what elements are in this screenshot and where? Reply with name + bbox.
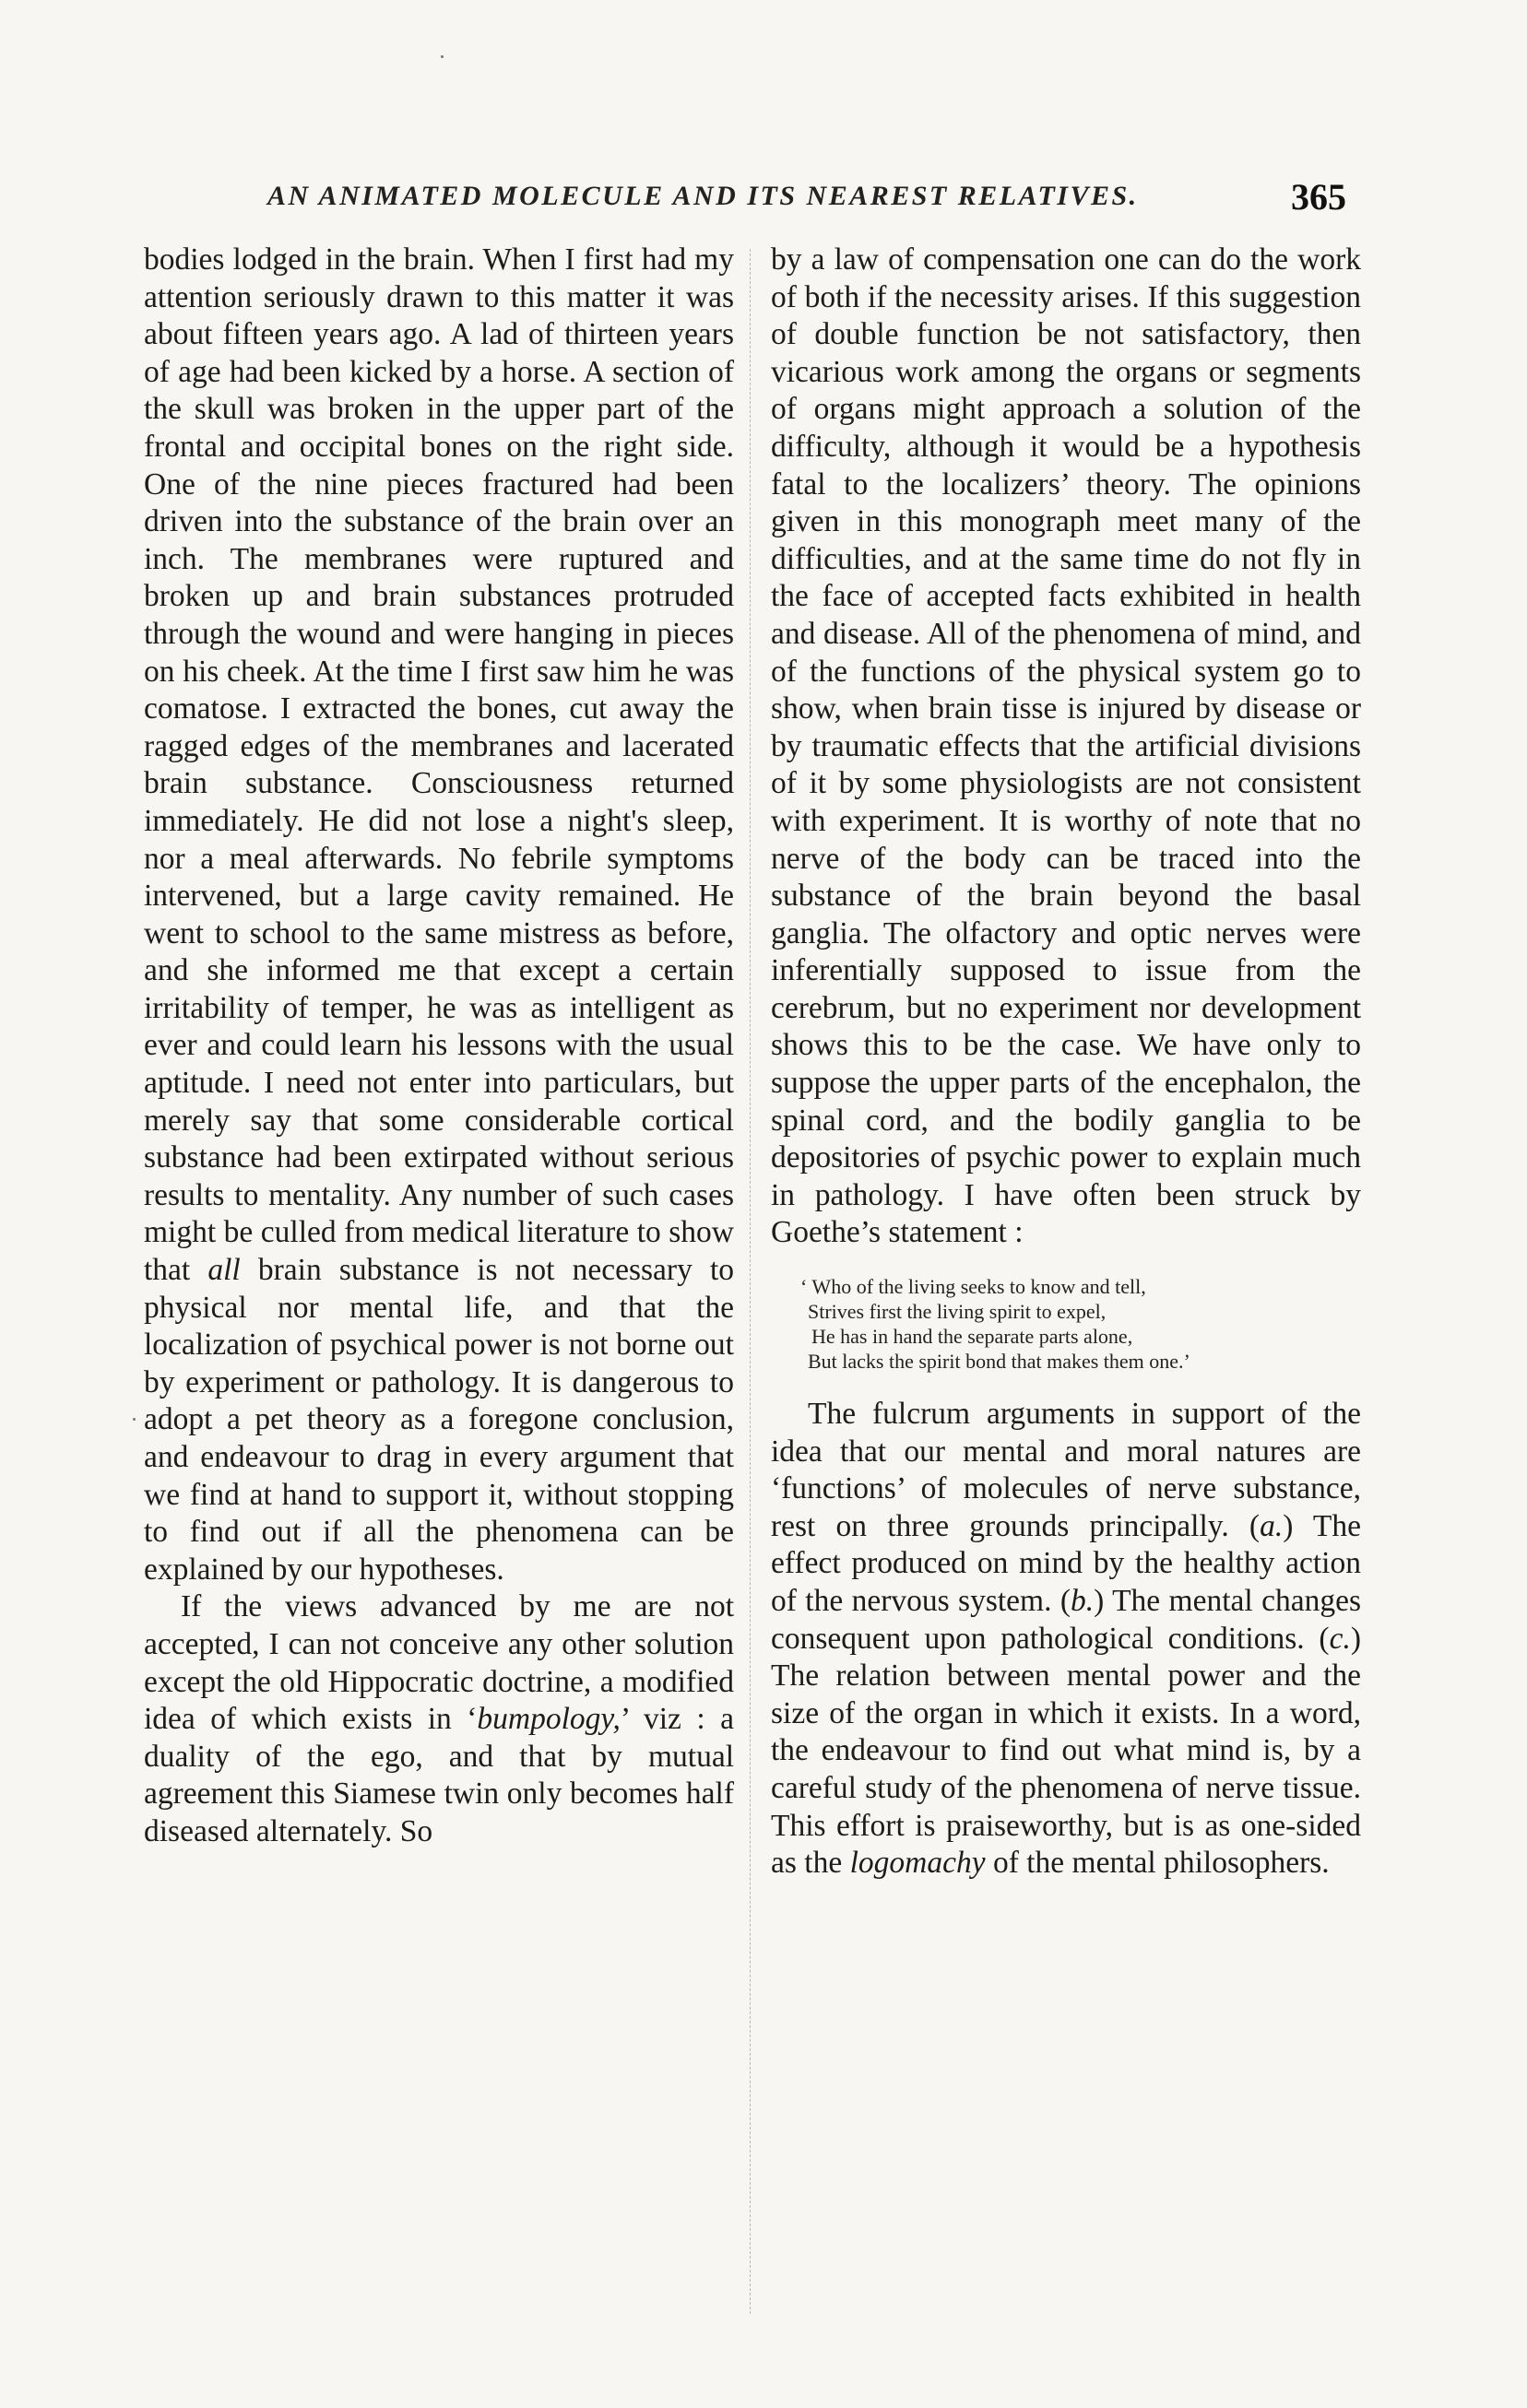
right-p2-c: c. (1329, 1621, 1351, 1656)
quote-line-4: But lacks the spirit bond that makes them one.’ (808, 1350, 1190, 1374)
quote-line-2: Strives first the living spirit to expel, (808, 1300, 1107, 1324)
right-p2-text-3: ) The mental changes consequent upon pathological conditions. ( (771, 1584, 1362, 1656)
scan-speck (133, 1418, 136, 1421)
right-p2-text: The fulcrum arguments in support of the idea that our mental and moral natures are ‘functions’ of molecules of nerve substance, rest on three grounds principally. ( (771, 1397, 1361, 1543)
running-head: AN ANIMATED MOLECULE AND ITS NEAREST RELATIVES. (267, 181, 1139, 211)
right-p2-a: a. (1260, 1508, 1284, 1543)
left-p1-italic: all (207, 1253, 241, 1288)
right-p2-text-5: of the mental philosophers. (985, 1846, 1330, 1881)
left-p1-text-2: brain substance is not necessary to physical nor mental life, and that the localization of psychical power is not borne out by experiment or pathology. It is dangerous to adopt a pet theory as a foregone conclusion, and endeavour to drag in every argument that we find at hand to support it, without stopping to find out if all the phenomena can be explained by our hypotheses. (144, 1253, 735, 1587)
column-divider (750, 249, 751, 2314)
left-paragraph-1 (144, 242, 734, 1588)
left-column (144, 242, 734, 1851)
left-p1-text: bodies lodged in the brain. When I first had my attention seriously drawn to this matter it was about fifteen years ago. A lad of thirteen years of age had been kicked by a horse. A section of the skull was broken in the upper part of the frontal and occipital bones on the right side. One of the nine pieces fractured had been driven into the substance of the brain over an inch. The membranes were ruptured and broken up and brain substances protruded through the wound and were hanging in pieces on his cheek. At the time I first saw him he was comatose. I extracted the bones, cut away the ragged edges of the membranes and lacerated brain substance. Consciousness returned immediately. He did not lose a night's sleep, nor a meal afterwards. No febrile symptoms intervened, but a large cavity remained. He went to school to the same mistress as before, and she informed me that except a certain irritability of temper, he was as intelligent as ever and could learn his lessons with the usual aptitude. I need not enter into particulars, but merely say that some considerable cortical substance had been extirpated without serious results to mentality. Any number of such cases might be culled from medical literature to show that (144, 242, 734, 1288)
right-p2-text-4: ) The relation between mental power and the size of the organ in which it exists. In a word, the endeavour to find out what mind is, by a careful study of the phenomena of nerve tissue. This effort is praiseworthy, but is as one-sided as the (771, 1621, 1361, 1881)
right-p2-text-2: ) The effect produced on mind by the healthy action of the nervous system. ( (771, 1508, 1361, 1618)
right-paragraph-2 (771, 1396, 1361, 1883)
right-column (771, 242, 1361, 1883)
goethe-quote (800, 1274, 1361, 1374)
right-p2-b: b. (1071, 1584, 1095, 1618)
scan-speck (441, 55, 444, 58)
left-p2-text: If the views advanced by me are not accepted, I can not conceive any other solution except the old Hippocratic doctrine, a modified idea of which exists in ‘ (144, 1589, 734, 1737)
quote-line-3: He has in hand the separate parts alone, (811, 1325, 1133, 1349)
left-p2-italic: bumpology, (477, 1702, 621, 1737)
quote-line-1: ‘ Who of the living seeks to know and tell, (800, 1275, 1146, 1299)
right-p2-italic: logomachy (849, 1846, 986, 1881)
left-paragraph-2 (144, 1588, 734, 1850)
right-p1-text: by a law of compensation one can do the work of both if the necessity arises. If this suggestion of double function be not satisfactory, then vicarious work among the organs or segments of organs might approach a solution of the difficulty, although it would be a hypothesis fatal to the localizers’ theory. The opinions given in this monograph meet many of the difficulties, and at the same time do not fly in the face of accepted facts exhibited in health and disease. All of the phenomena of mind, and of the functions of the physical system go to show, when brain tisse is injured by disease or by traumatic effects that the artificial divisions of it by some physiologists are not consistent with experiment. It is worthy of note that no nerve of the body can be traced into the substance of the brain beyond the basal ganglia. The olfactory and optic nerves were inferentially supposed to issue from the cerebrum, but no experiment nor development shows this to be the case. We have only to suppose the upper parts of the encephalon, the spinal cord, and the bodily ganglia to be depositories of psychic power to explain much in pathology. I have often been struck by Goethe’s statement : (771, 242, 1361, 1250)
left-p2-text-2: ’ viz : a duality of the ego, and that by mutual agreement this Siamese twin only becomes half diseased alternately. So (144, 1702, 734, 1848)
right-paragraph-1 (771, 242, 1361, 1252)
page-number: 365 (1291, 176, 1346, 218)
